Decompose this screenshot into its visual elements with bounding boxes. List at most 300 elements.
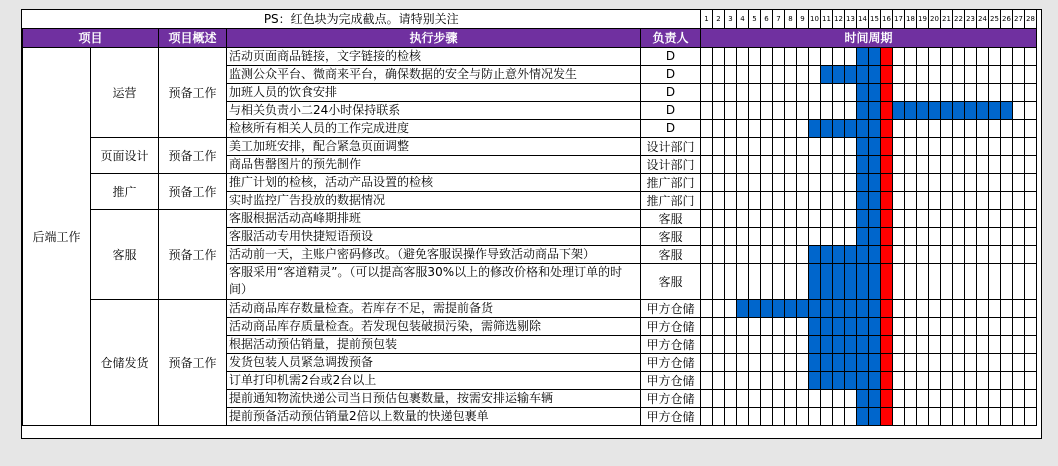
gantt-cell <box>1013 227 1025 245</box>
task-row <box>23 173 1037 191</box>
deadline-cell <box>881 155 893 173</box>
gantt-cell <box>713 227 725 245</box>
gantt-cell <box>1001 245 1013 263</box>
gantt-cell <box>749 191 761 209</box>
deadline-cell <box>881 191 893 209</box>
gantt-cell <box>749 173 761 191</box>
gantt-cell <box>761 101 773 119</box>
gantt-bar-cell <box>833 335 845 353</box>
gantt-cell <box>929 335 941 353</box>
gantt-cell <box>893 227 905 245</box>
gantt-cell <box>1025 335 1037 353</box>
gantt-bar-cell <box>869 47 881 65</box>
gantt-bar-cell <box>857 245 869 263</box>
gantt-cell <box>989 299 1001 317</box>
gantt-cell <box>833 101 845 119</box>
deadline-cell <box>881 47 893 65</box>
gantt-cell <box>833 155 845 173</box>
gantt-cell <box>785 227 797 245</box>
gantt-cell <box>965 299 977 317</box>
gantt-cell <box>893 173 905 191</box>
gantt-cell <box>701 65 713 83</box>
gantt-cell <box>785 389 797 407</box>
gantt-cell <box>1013 389 1025 407</box>
gantt-cell <box>809 227 821 245</box>
gantt-cell <box>977 335 989 353</box>
gantt-cell <box>713 47 725 65</box>
deadline-cell <box>881 353 893 371</box>
gantt-cell <box>965 83 977 101</box>
day-number: 22 <box>953 10 965 28</box>
gantt-cell <box>905 317 917 335</box>
gantt-cell <box>725 407 737 425</box>
gantt-cell <box>725 245 737 263</box>
gantt-cell <box>785 137 797 155</box>
gantt-bar-cell <box>869 65 881 83</box>
gantt-cell <box>701 317 713 335</box>
gantt-cell <box>833 137 845 155</box>
gantt-cell <box>893 389 905 407</box>
gantt-cell <box>905 353 917 371</box>
gantt-cell <box>941 137 953 155</box>
gantt-cell <box>701 173 713 191</box>
gantt-cell <box>905 155 917 173</box>
step-text: 客服采用“客道精灵”。（可以提高客服30%以上的修改价格和处理订单的时间） <box>227 263 641 299</box>
gantt-cell <box>773 371 785 389</box>
step-text: 与相关负责小二24小时保持联系 <box>227 101 641 119</box>
gantt-cell <box>701 209 713 227</box>
gantt-cell <box>893 155 905 173</box>
gantt-cell <box>701 371 713 389</box>
gantt-cell <box>797 407 809 425</box>
gantt-cell <box>965 119 977 137</box>
gantt-cell <box>977 209 989 227</box>
gantt-cell <box>821 407 833 425</box>
header-project: 项目 <box>23 28 159 47</box>
day-number: 2 <box>713 10 725 28</box>
gantt-cell <box>749 227 761 245</box>
gantt-bar-cell <box>869 83 881 101</box>
gantt-cell <box>965 209 977 227</box>
gantt-cell <box>809 209 821 227</box>
gantt-cell <box>737 191 749 209</box>
gantt-bar-cell <box>905 101 917 119</box>
gantt-cell <box>953 155 965 173</box>
gantt-cell <box>941 353 953 371</box>
step-text: 提前通知物流快递公司当日预估包裹数量，按需安排运输车辆 <box>227 389 641 407</box>
day-number: 17 <box>893 10 905 28</box>
gantt-bar-cell <box>845 245 857 263</box>
deadline-cell <box>881 245 893 263</box>
gantt-cell <box>941 119 953 137</box>
gantt-cell <box>965 155 977 173</box>
gantt-cell <box>977 65 989 83</box>
gantt-cell <box>785 263 797 299</box>
gantt-cell <box>773 389 785 407</box>
gantt-cell <box>1025 155 1037 173</box>
gantt-cell <box>965 191 977 209</box>
gantt-cell <box>785 173 797 191</box>
gantt-cell <box>989 137 1001 155</box>
gantt-cell <box>785 191 797 209</box>
gantt-cell <box>713 155 725 173</box>
gantt-cell <box>941 389 953 407</box>
gantt-cell <box>929 245 941 263</box>
gantt-cell <box>725 389 737 407</box>
gantt-cell <box>701 227 713 245</box>
gantt-cell <box>965 317 977 335</box>
gantt-cell <box>917 335 929 353</box>
owner-cell: 甲方仓储 <box>641 389 701 407</box>
gantt-bar-cell <box>857 65 869 83</box>
gantt-cell <box>929 191 941 209</box>
deadline-cell <box>881 389 893 407</box>
gantt-bar-cell <box>809 119 821 137</box>
gantt-cell <box>845 407 857 425</box>
gantt-cell <box>1013 83 1025 101</box>
gantt-cell <box>1025 353 1037 371</box>
deadline-cell <box>881 227 893 245</box>
gantt-cell <box>761 83 773 101</box>
gantt-cell <box>917 263 929 299</box>
gantt-cell <box>941 317 953 335</box>
gantt-cell <box>917 389 929 407</box>
gantt-cell <box>833 227 845 245</box>
category-cell: 后端工作 <box>23 47 91 425</box>
gantt-cell <box>917 299 929 317</box>
gantt-cell <box>749 155 761 173</box>
gantt-cell <box>797 65 809 83</box>
gantt-cell <box>761 191 773 209</box>
gantt-cell <box>905 389 917 407</box>
header-row <box>23 28 1037 47</box>
gantt-bar-cell <box>857 407 869 425</box>
group-name: 运营 <box>91 47 159 137</box>
gantt-cell <box>1025 407 1037 425</box>
gantt-cell <box>737 335 749 353</box>
gantt-cell <box>785 209 797 227</box>
gantt-bar-cell <box>989 101 1001 119</box>
gantt-cell <box>725 191 737 209</box>
gantt-bar-cell <box>821 317 833 335</box>
gantt-cell <box>989 209 1001 227</box>
gantt-cell <box>797 173 809 191</box>
day-number: 8 <box>785 10 797 28</box>
gantt-cell <box>761 65 773 83</box>
step-text: 活动商品库存质量检查。若发现包装破损污染，需筛选剔除 <box>227 317 641 335</box>
gantt-cell <box>893 353 905 371</box>
gantt-cell <box>725 209 737 227</box>
step-text: 推广计划的检核，活动产品设置的检核 <box>227 173 641 191</box>
ps-note: PS：红色块为完成截点。请特别关注 <box>23 10 701 28</box>
gantt-cell <box>1013 155 1025 173</box>
gantt-cell <box>785 353 797 371</box>
gantt-bar-cell <box>857 335 869 353</box>
gantt-bar-cell <box>845 317 857 335</box>
gantt-cell <box>761 407 773 425</box>
owner-cell: D <box>641 47 701 65</box>
gantt-bar-cell <box>845 263 857 299</box>
gantt-cell <box>1025 263 1037 299</box>
task-row <box>23 299 1037 317</box>
gantt-cell <box>749 317 761 335</box>
gantt-cell <box>929 407 941 425</box>
gantt-bar-cell <box>857 353 869 371</box>
gantt-cell <box>977 119 989 137</box>
gantt-bar-cell <box>857 173 869 191</box>
day-number: 28 <box>1025 10 1037 28</box>
deadline-cell <box>881 317 893 335</box>
gantt-cell <box>1001 83 1013 101</box>
gantt-cell <box>749 119 761 137</box>
gantt-cell <box>809 191 821 209</box>
gantt-cell <box>917 317 929 335</box>
gantt-bar-cell <box>821 299 833 317</box>
gantt-bar-cell <box>857 119 869 137</box>
gantt-cell <box>821 101 833 119</box>
gantt-cell <box>1025 119 1037 137</box>
gantt-cell <box>821 227 833 245</box>
gantt-bar-cell <box>833 245 845 263</box>
gantt-cell <box>713 371 725 389</box>
group-overview: 预备工作 <box>159 47 227 137</box>
gantt-bar-cell <box>845 299 857 317</box>
step-text: 提前预备活动预估销量2倍以上数量的快递包裹单 <box>227 407 641 425</box>
gantt-cell <box>893 137 905 155</box>
gantt-cell <box>977 227 989 245</box>
gantt-cell <box>953 209 965 227</box>
gantt-cell <box>773 263 785 299</box>
step-text: 客服根据活动高峰期排班 <box>227 209 641 227</box>
gantt-cell <box>809 155 821 173</box>
day-number: 1 <box>701 10 713 28</box>
gantt-cell <box>809 407 821 425</box>
gantt-cell <box>785 245 797 263</box>
gantt-cell <box>773 335 785 353</box>
gantt-cell <box>893 263 905 299</box>
gantt-cell <box>965 389 977 407</box>
gantt-cell <box>941 65 953 83</box>
gantt-cell <box>953 47 965 65</box>
gantt-cell <box>977 299 989 317</box>
day-number: 3 <box>725 10 737 28</box>
gantt-cell <box>797 191 809 209</box>
gantt-cell <box>929 119 941 137</box>
gantt-cell <box>905 47 917 65</box>
gantt-cell <box>737 137 749 155</box>
gantt-sheet <box>21 9 1042 439</box>
gantt-cell <box>701 389 713 407</box>
gantt-bar-cell <box>821 335 833 353</box>
gantt-cell <box>713 83 725 101</box>
gantt-cell <box>893 335 905 353</box>
owner-cell: 甲方仓储 <box>641 299 701 317</box>
gantt-cell <box>773 209 785 227</box>
gantt-cell <box>785 371 797 389</box>
gantt-cell <box>809 101 821 119</box>
gantt-cell <box>701 47 713 65</box>
gantt-bar-cell <box>821 263 833 299</box>
day-number: 23 <box>965 10 977 28</box>
gantt-bar-cell <box>845 353 857 371</box>
gantt-cell <box>713 407 725 425</box>
gantt-cell <box>701 137 713 155</box>
gantt-cell <box>965 335 977 353</box>
gantt-cell <box>809 83 821 101</box>
gantt-cell <box>929 371 941 389</box>
gantt-bar-cell <box>845 65 857 83</box>
owner-cell: D <box>641 83 701 101</box>
gantt-cell <box>761 47 773 65</box>
gantt-cell <box>977 353 989 371</box>
gantt-cell <box>737 119 749 137</box>
gantt-cell <box>1025 47 1037 65</box>
gantt-bar-cell <box>797 299 809 317</box>
gantt-cell <box>1013 335 1025 353</box>
gantt-cell <box>737 173 749 191</box>
gantt-cell <box>905 83 917 101</box>
gantt-cell <box>773 119 785 137</box>
gantt-cell <box>785 101 797 119</box>
gantt-bar-cell <box>869 137 881 155</box>
step-text: 活动前一天，主账户密码修改。（避免客服误操作导致活动商品下架） <box>227 245 641 263</box>
gantt-cell <box>905 209 917 227</box>
gantt-cell <box>713 335 725 353</box>
gantt-cell <box>761 209 773 227</box>
gantt-cell <box>977 245 989 263</box>
gantt-cell <box>953 83 965 101</box>
gantt-cell <box>845 47 857 65</box>
gantt-cell <box>809 389 821 407</box>
gantt-cell <box>953 335 965 353</box>
gantt-cell <box>929 155 941 173</box>
gantt-cell <box>941 191 953 209</box>
owner-cell: 客服 <box>641 263 701 299</box>
group-name: 客服 <box>91 209 159 299</box>
gantt-cell <box>785 317 797 335</box>
gantt-cell <box>833 389 845 407</box>
gantt-bar-cell <box>821 371 833 389</box>
owner-cell: D <box>641 101 701 119</box>
gantt-cell <box>773 353 785 371</box>
gantt-cell <box>701 155 713 173</box>
gantt-cell <box>809 137 821 155</box>
gantt-bar-cell <box>773 299 785 317</box>
gantt-cell <box>893 65 905 83</box>
deadline-cell <box>881 65 893 83</box>
gantt-bar-cell <box>869 119 881 137</box>
owner-cell: 甲方仓储 <box>641 353 701 371</box>
gantt-cell <box>989 389 1001 407</box>
gantt-cell <box>1013 209 1025 227</box>
gantt-cell <box>1025 65 1037 83</box>
gantt-table <box>22 10 1037 426</box>
gantt-cell <box>1001 299 1013 317</box>
gantt-cell <box>749 137 761 155</box>
gantt-cell <box>737 263 749 299</box>
gantt-cell <box>845 83 857 101</box>
owner-cell: 设计部门 <box>641 155 701 173</box>
gantt-cell <box>1001 317 1013 335</box>
owner-cell: 推广部门 <box>641 191 701 209</box>
gantt-cell <box>713 299 725 317</box>
gantt-cell <box>929 227 941 245</box>
gantt-bar-cell <box>857 137 869 155</box>
gantt-cell <box>977 47 989 65</box>
gantt-cell <box>1001 335 1013 353</box>
step-text: 检核所有相关人员的工作完成进度 <box>227 119 641 137</box>
gantt-cell <box>1001 389 1013 407</box>
gantt-cell <box>1025 191 1037 209</box>
gantt-cell <box>797 353 809 371</box>
gantt-cell <box>977 389 989 407</box>
gantt-cell <box>953 65 965 83</box>
gantt-cell <box>701 191 713 209</box>
gantt-cell <box>965 47 977 65</box>
deadline-cell <box>881 137 893 155</box>
day-number: 10 <box>809 10 821 28</box>
owner-cell: 客服 <box>641 227 701 245</box>
gantt-cell <box>797 227 809 245</box>
gantt-bar-cell <box>953 101 965 119</box>
gantt-cell <box>845 389 857 407</box>
gantt-cell <box>965 173 977 191</box>
gantt-cell <box>905 407 917 425</box>
gantt-cell <box>713 389 725 407</box>
gantt-cell <box>737 101 749 119</box>
gantt-cell <box>833 173 845 191</box>
gantt-cell <box>905 227 917 245</box>
gantt-cell <box>989 263 1001 299</box>
owner-cell: 客服 <box>641 245 701 263</box>
gantt-cell <box>929 47 941 65</box>
gantt-bar-cell <box>869 389 881 407</box>
gantt-cell <box>1013 371 1025 389</box>
gantt-cell <box>953 263 965 299</box>
gantt-bar-cell <box>821 245 833 263</box>
gantt-bar-cell <box>869 191 881 209</box>
gantt-cell <box>761 173 773 191</box>
gantt-cell <box>965 353 977 371</box>
gantt-bar-cell <box>821 353 833 371</box>
gantt-cell <box>1025 227 1037 245</box>
gantt-bar-cell <box>1001 101 1013 119</box>
gantt-cell <box>725 227 737 245</box>
owner-cell: D <box>641 119 701 137</box>
gantt-cell <box>893 209 905 227</box>
step-text: 根据活动预估销量，提前预包装 <box>227 335 641 353</box>
gantt-cell <box>893 83 905 101</box>
day-number: 5 <box>749 10 761 28</box>
gantt-bar-cell <box>869 155 881 173</box>
gantt-cell <box>893 299 905 317</box>
gantt-cell <box>893 245 905 263</box>
gantt-cell <box>1001 371 1013 389</box>
gantt-cell <box>773 191 785 209</box>
gantt-cell <box>941 173 953 191</box>
gantt-cell <box>1001 155 1013 173</box>
deadline-cell <box>881 263 893 299</box>
step-text: 活动页面商品链接，文字链接的检核 <box>227 47 641 65</box>
group-overview: 预备工作 <box>159 209 227 299</box>
gantt-cell <box>845 155 857 173</box>
gantt-cell <box>941 407 953 425</box>
gantt-cell <box>989 317 1001 335</box>
owner-cell: 甲方仓储 <box>641 317 701 335</box>
gantt-cell <box>941 371 953 389</box>
gantt-cell <box>929 353 941 371</box>
gantt-cell <box>749 353 761 371</box>
